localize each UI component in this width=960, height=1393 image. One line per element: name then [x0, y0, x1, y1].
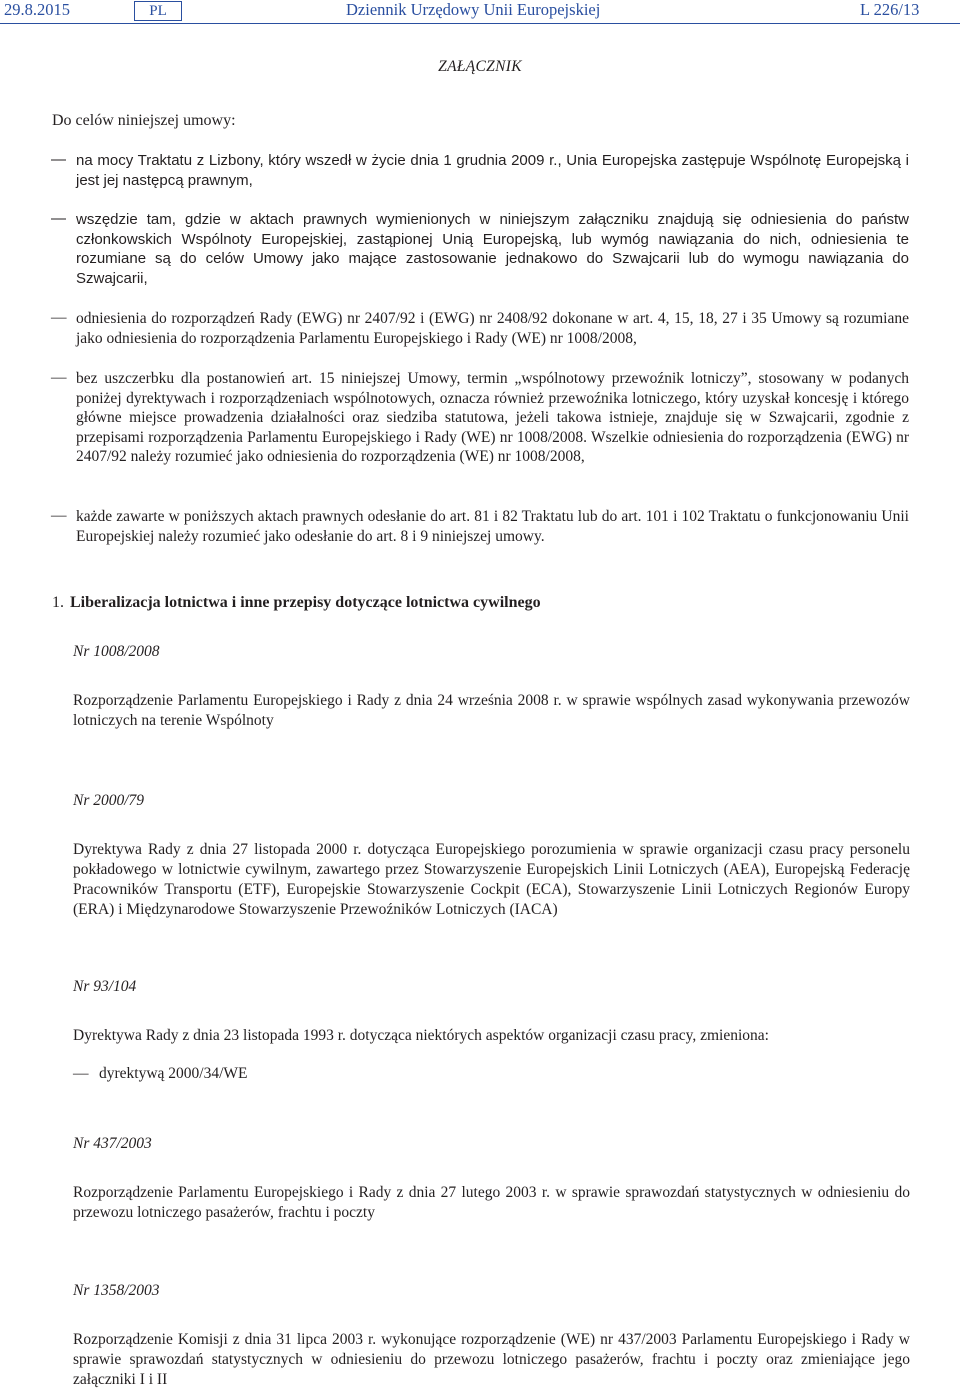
act-number: Nr 2000/79: [73, 792, 145, 809]
header-date: 29.8.2015: [4, 0, 70, 19]
language-badge: PL: [134, 1, 182, 21]
amendment-item: [73, 1065, 910, 1083]
act-number: Nr 1358/2003: [73, 1282, 160, 1299]
clause-item: [51, 210, 909, 288]
act-number: Nr 1008/2008: [73, 643, 160, 660]
dash-marker: —: [51, 210, 66, 227]
section-number: 1.: [52, 594, 64, 611]
dash-marker: —: [73, 1065, 89, 1082]
act-description: Rozporządzenie Parlamentu Europejskiego i Rady z dnia 27 lutego 2003 r. w sprawie sprawozdań statystycznych w odniesieniu do przewozu lotniczego pasażerów, frachtu i poczty: [73, 1184, 910, 1221]
journal-title: Dziennik Urzędowy Unii Europejskiej: [346, 0, 601, 19]
act-number: Nr 93/104: [73, 978, 137, 995]
annex-title: ZAŁĄCZNIK: [438, 58, 522, 75]
header-divider: [0, 23, 960, 24]
amendment-text: dyrektywą 2000/34/WE: [99, 1065, 248, 1082]
clause-item: [51, 369, 909, 467]
section-title: Liberalizacja lotnictwa i inne przepisy dotyczące lotnictwa cywilnego: [70, 594, 541, 611]
clause-text: bez uszczerbku dla postanowień art. 15 niniejszej Umowy, termin „wspólnotowy przewoźnik lotniczy”, stosowany w podanych poniżej dyrektywach i rozporządzeniach wspólnotowych, oznacza również przewoźnika lotniczego, który uzyskał koncesję i którego główne miejsce prowadzenia działalności oraz siedziba statutowa, jeżeli takowa istnieje, znajduje się w Szwajcarii, zgodnie z przepisami rozporządzenia Parlamentu Europejskiego i Rady (WE) nr 1008/2008. Wszelkie odniesienia do rozporządzenia (EWG) nr 2407/92 należy rozumieć jako odniesienia do rozporządzenia (WE) nr 1008/2008,: [76, 370, 909, 465]
clause-item: [51, 151, 909, 190]
act-description: Rozporządzenie Parlamentu Europejskiego i Rady z dnia 24 września 2008 r. w sprawie wspólnych zasad wykonywania przewozów lotniczych na terenie Wspólnoty: [73, 692, 910, 729]
dash-marker: —: [51, 309, 67, 326]
dash-marker: —: [51, 507, 67, 524]
clause-text: odniesienia do rozporządzeń Rady (EWG) nr 2407/92 i (EWG) nr 2408/92 dokonane w art. 4, 15, 18, 27 i 35 Umowy są rozumiane jako odniesienia do rozporządzenia Parlamentu Europejskiego i Rady (WE) nr 1008/2008,: [76, 310, 909, 347]
act-description: Dyrektywa Rady z dnia 23 listopada 1993 r. dotycząca niektórych aspektów organizacji czasu pracy, zmieniona:: [73, 1027, 769, 1044]
clause-text: na mocy Traktatu z Lizbony, który wszedł w życie dnia 1 grudnia 2009 r., Unia Europejska zastępuje Wspólnotę Europejską i jest jej następcą prawnym,: [76, 152, 909, 189]
act-entry: [73, 978, 910, 1083]
act-entry: [73, 643, 910, 731]
act-number: Nr 437/2003: [73, 1135, 152, 1152]
act-entry: [73, 792, 910, 920]
act-description: Dyrektywa Rady z dnia 27 listopada 2000 r. dotycząca Europejskiego porozumienia w sprawie organizacji czasu pracy personelu pokładowego w lotnictwie cywilnym, zawartego przez Stowarzyszenie Europejskich Linii Lotniczych (AEA), Europejską Federację Pracowników Transportu (ETF), Europejskie Stowarzyszenie Cockpit (ECA), Stowarzyszenie Linii Lotniczych Regionów Europy (ERA) i Międzynarodowe Stowarzyszenie Przewoźników Lotniczych (IACA): [73, 841, 910, 918]
dash-marker: —: [51, 151, 66, 168]
clause-item: [51, 309, 909, 348]
page-reference: L 226/13: [860, 0, 920, 19]
clause-text: wszędzie tam, gdzie w aktach prawnych wymienionych w niniejszym załączniku znajdują się odniesienia do państw członkowskich Wspólnoty Europejskiej, zastąpionej Unią Europejską, lub wymóg nawiązania do nich, odniesienia te rozumiane są do celów Umowy jako mające zastosowanie jednakowo do Szwajcarii lub do wymogu nawiązania do Szwajcarii,: [76, 211, 909, 287]
act-entry: [73, 1135, 910, 1223]
act-description: Rozporządzenie Komisji z dnia 31 lipca 2003 r. wykonujące rozporządzenie (WE) nr 437/2003 Parlamentu Europejskiego i Rady w sprawie sprawozdań statystycznych w odniesieniu do przewozu lotniczego pasażerów, frachtu i poczty oraz zmieniające jego załączniki I i II: [73, 1331, 910, 1388]
clause-item: [51, 507, 909, 546]
page-header: [0, 0, 960, 24]
intro-text: Do celów niniejszej umowy:: [52, 112, 236, 129]
section-heading: [52, 594, 912, 612]
dash-marker: —: [51, 369, 67, 386]
act-entry: [73, 1282, 910, 1390]
clause-text: każde zawarte w poniższych aktach prawnych odesłanie do art. 81 i 82 Traktatu lub do art. 101 i 102 Traktatu o funkcjonowaniu Unii Europejskiej należy rozumieć jako odesłanie do art. 8 i 9 niniejszej umowy.: [76, 508, 909, 545]
